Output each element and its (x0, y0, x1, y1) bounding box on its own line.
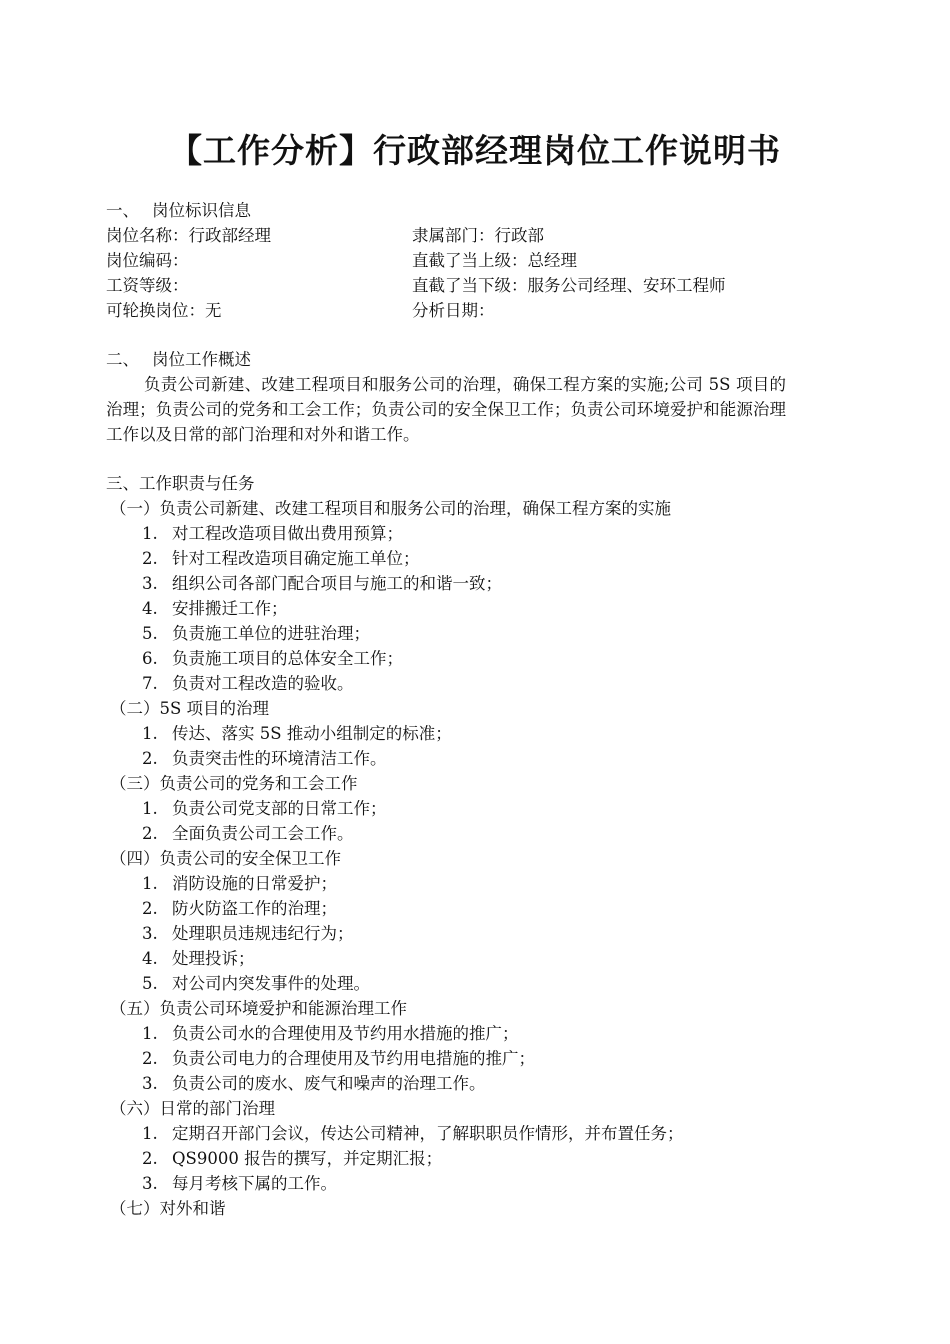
item-text: 负责突击性的环境清洁工作。 (172, 749, 387, 768)
list-item (142, 821, 786, 846)
item-text: 负责施工项目的总体安全工作； (172, 649, 403, 668)
item-number: 2. (142, 824, 158, 843)
list-item (142, 646, 786, 671)
list-item (142, 546, 786, 571)
list-item (142, 1171, 786, 1196)
item-text: 对工程改造项目做出费用预算； (172, 524, 403, 543)
list-item (142, 796, 786, 821)
document-title: 【工作分析】行政部经理岗位工作说明书 (169, 131, 781, 170)
item-text: 处理投诉； (172, 949, 255, 968)
item-number: 6. (142, 649, 158, 668)
item-number: 3. (142, 574, 158, 593)
section3-heading: 三、工作职责与任务 (106, 474, 255, 493)
info-left: 岗位名称：行政部经理 (106, 226, 271, 245)
item-number: 2. (142, 1049, 158, 1068)
item-number: 3. (142, 1074, 158, 1093)
item-text: 负责施工单位的进驻治理； (172, 624, 370, 643)
list-item (142, 571, 786, 596)
info-row (106, 223, 786, 248)
item-number: 1. (142, 524, 158, 543)
list-item (142, 871, 786, 896)
info-right: 直截了当下级：服务公司经理、安环工程师 (412, 276, 726, 295)
duty-group-title: （二）5S 项目的治理 (110, 699, 270, 718)
item-text: 全面负责公司工会工作。 (172, 824, 354, 843)
item-number: 7. (142, 674, 158, 693)
item-number: 2. (142, 549, 158, 568)
item-text: 传达、落实 5S 推动小组制定的标准； (172, 724, 452, 743)
item-text: 负责对工程改造的验收。 (172, 674, 354, 693)
list-item (142, 1021, 786, 1046)
duty-group-title: （一）负责公司新建、改建工程项目和服务公司的治理，确保工程方案的实施 (110, 499, 671, 518)
list-item (142, 921, 786, 946)
spacer (106, 323, 786, 347)
item-text: 每月考核下属的工作。 (172, 1174, 337, 1193)
item-number: 5. (142, 974, 158, 993)
item-text: 针对工程改造项目确定施工单位； (172, 549, 420, 568)
info-row (106, 248, 786, 273)
item-number: 1. (142, 1124, 158, 1143)
duty-group-title: （五）负责公司环境爱护和能源治理工作 (110, 999, 407, 1018)
item-number: 2. (142, 749, 158, 768)
section2-number: 二、 (106, 350, 139, 369)
info-left: 岗位编码： (106, 251, 189, 270)
item-text: 组织公司各部门配合项目与施工的和谐一致； (172, 574, 502, 593)
item-text: 处理职员违规违纪行为； (172, 924, 354, 943)
item-text: 负责公司电力的合理使用及节约用电措施的推广； (172, 1049, 535, 1068)
section2-heading (106, 347, 786, 372)
overview-paragraph: 负责公司新建、改建工程项目和服务公司的治理，确保工程方案的实施;公司 5S 项目的治理；负责公司的党务和工会工作；负责公司的安全保卫工作；负责公司环境爱护和能源治理工作以及日常的部门治理和对外和谐工作。 (106, 375, 786, 444)
list-item (142, 596, 786, 621)
list-item (142, 746, 786, 771)
item-number: 3. (142, 1174, 158, 1193)
item-number: 1. (142, 874, 158, 893)
item-text: 消防设施的日常爱护； (172, 874, 337, 893)
document-body (106, 198, 786, 1221)
item-text: 负责公司党支部的日常工作； (172, 799, 387, 818)
item-text: 安排搬迁工作； (172, 599, 288, 618)
info-row (106, 273, 786, 298)
section1-title: 岗位标识信息 (152, 201, 251, 220)
info-right: 隶属部门：行政部 (412, 226, 544, 245)
item-number: 1. (142, 724, 158, 743)
duty-group-title: （七）对外和谐 (110, 1199, 226, 1218)
item-number: 1. (142, 1024, 158, 1043)
section1-number: 一、 (106, 201, 139, 220)
list-item (142, 1146, 786, 1171)
item-text: 负责公司水的合理使用及节约用水措施的推广； (172, 1024, 519, 1043)
item-number: 5. (142, 624, 158, 643)
item-text: QS9000 报告的撰写，并定期汇报； (172, 1149, 443, 1168)
list-item (142, 946, 786, 971)
info-right: 直截了当上级：总经理 (412, 251, 577, 270)
list-item (142, 671, 786, 696)
info-left: 工资等级： (106, 276, 189, 295)
duty-group-title: （三）负责公司的党务和工会工作 (110, 774, 358, 793)
list-item (142, 1121, 786, 1146)
item-number: 4. (142, 949, 158, 968)
item-number: 2. (142, 899, 158, 918)
list-item (142, 1071, 786, 1096)
item-number: 4. (142, 599, 158, 618)
duty-group-title: （四）负责公司的安全保卫工作 (110, 849, 341, 868)
info-right: 分析日期： (412, 301, 495, 320)
duty-group-title: （六）日常的部门治理 (110, 1099, 275, 1118)
list-item (142, 521, 786, 546)
item-number: 2. (142, 1149, 158, 1168)
item-number: 3. (142, 924, 158, 943)
item-text: 负责公司的废水、废气和噪声的治理工作。 (172, 1074, 486, 1093)
item-text: 对公司内突发事件的处理。 (172, 974, 370, 993)
item-number: 1. (142, 799, 158, 818)
section2-title: 岗位工作概述 (152, 350, 251, 369)
item-text: 防火防盗工作的治理； (172, 899, 337, 918)
spacer (106, 447, 786, 471)
section1-heading (106, 198, 786, 223)
list-item (142, 896, 786, 921)
list-item (142, 971, 786, 996)
info-row (106, 298, 786, 323)
list-item (142, 1046, 786, 1071)
item-text: 定期召开部门会议，传达公司精神，了解职职员作情形，并布置任务； (172, 1124, 684, 1143)
info-left: 可轮换岗位：无 (106, 301, 222, 320)
list-item (142, 721, 786, 746)
list-item (142, 621, 786, 646)
